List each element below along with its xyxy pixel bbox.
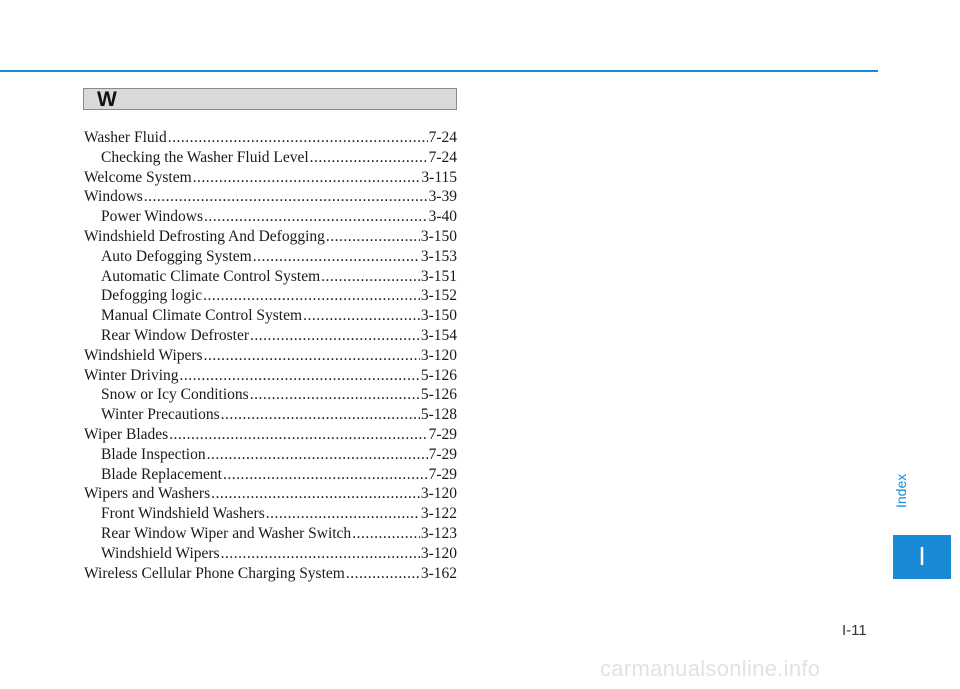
page-number: I-11 xyxy=(842,622,867,639)
entry-text: Windows xyxy=(84,188,143,206)
entry-page: 3-120 xyxy=(420,346,457,364)
dot-leader xyxy=(203,286,420,306)
index-entry xyxy=(84,366,457,386)
index-side-label: Index xyxy=(893,473,909,508)
index-list xyxy=(84,128,457,583)
index-subentry xyxy=(84,326,457,346)
entry-page: 7-29 xyxy=(428,445,457,463)
dot-leader xyxy=(250,326,420,346)
index-subentry xyxy=(84,306,457,326)
entry-text: Automatic Climate Control System xyxy=(101,267,321,285)
index-side-tab xyxy=(893,535,951,579)
entry-text: Washer Fluid xyxy=(84,129,167,146)
dot-leader xyxy=(168,128,428,148)
entry-text: Rear Window Defroster xyxy=(101,326,250,344)
entry-page: 3-152 xyxy=(420,287,457,305)
dot-leader xyxy=(204,346,420,366)
entry-text: Defogging logic xyxy=(101,287,203,305)
entry-page: 5-126 xyxy=(420,366,457,384)
dot-leader xyxy=(321,267,420,287)
entry-text: Windshield Wipers xyxy=(101,544,220,562)
dot-leader xyxy=(144,187,428,207)
index-subentry xyxy=(84,504,457,524)
entry-page: 7-29 xyxy=(428,425,457,443)
entry-page: 3-40 xyxy=(428,208,457,226)
index-entry xyxy=(84,484,457,504)
entry-text: Windshield Wipers xyxy=(84,346,203,364)
dot-leader xyxy=(211,484,420,504)
entry-page: 3-150 xyxy=(420,307,457,325)
entry-text: Welcome System xyxy=(84,168,192,186)
dot-leader xyxy=(352,524,420,544)
index-subentry xyxy=(84,544,457,564)
dot-leader xyxy=(310,148,428,168)
index-entry xyxy=(84,128,457,148)
entry-text: Wireless Cellular Phone Charging System xyxy=(84,564,345,582)
entry-text: Winter Precautions xyxy=(101,406,220,424)
dot-leader xyxy=(253,247,420,267)
dot-leader xyxy=(326,227,420,247)
entry-text: Power Windows xyxy=(101,208,203,226)
entry-text: Manual Climate Control System xyxy=(101,307,303,325)
dot-leader xyxy=(221,405,420,425)
entry-page: 7-24 xyxy=(428,148,457,166)
index-entry xyxy=(84,168,457,188)
section-letter-bar xyxy=(83,88,457,110)
index-subentry xyxy=(84,207,457,227)
index-subentry xyxy=(84,405,457,425)
entry-page: 5-126 xyxy=(420,386,457,404)
dot-leader xyxy=(193,168,421,188)
dot-leader xyxy=(346,564,420,584)
dot-leader xyxy=(266,504,420,524)
index-subentry xyxy=(84,286,457,306)
index-subentry xyxy=(84,148,457,168)
entry-text: Wiper Blades xyxy=(84,425,169,443)
index-subentry xyxy=(84,385,457,405)
entry-text: Auto Defogging System xyxy=(101,247,252,265)
entry-text: Rear Window Wiper and Washer Switch xyxy=(101,524,352,542)
index-tab-letter: I xyxy=(918,541,926,571)
index-subentry xyxy=(84,524,457,544)
entry-text: Wipers and Washers xyxy=(84,485,211,503)
entry-text: Snow or Icy Conditions xyxy=(101,386,249,404)
entry-page: 3-115 xyxy=(421,168,457,186)
entry-text: Blade Inspection xyxy=(101,445,206,463)
dot-leader xyxy=(250,385,420,405)
entry-page: 7-24 xyxy=(428,129,457,146)
dot-leader xyxy=(207,445,428,465)
index-entry xyxy=(84,227,457,247)
entry-page: 3-39 xyxy=(428,188,457,206)
index-subentry xyxy=(84,247,457,267)
entry-page: 3-151 xyxy=(420,267,457,285)
entry-text: Front Windshield Washers xyxy=(101,505,265,523)
entry-page: 3-154 xyxy=(420,326,457,344)
entry-page: 7-29 xyxy=(428,465,457,483)
entry-page: 3-120 xyxy=(420,485,457,503)
index-entry xyxy=(84,187,457,207)
section-letter: W xyxy=(97,88,117,111)
entry-page: 5-128 xyxy=(420,406,457,424)
index-subentry xyxy=(84,445,457,465)
index-entry xyxy=(84,346,457,366)
index-subentry xyxy=(84,465,457,485)
entry-text: Blade Replacement xyxy=(101,465,222,483)
dot-leader xyxy=(204,207,428,227)
dot-leader xyxy=(223,465,428,485)
entry-page: 3-123 xyxy=(420,524,457,542)
entry-page: 3-150 xyxy=(420,227,457,245)
index-entry xyxy=(84,425,457,445)
entry-text: Windshield Defrosting And Defogging xyxy=(84,227,325,245)
entry-page: 3-122 xyxy=(420,505,457,523)
watermark: carmanualsonline.info xyxy=(600,656,821,681)
entry-text: Checking the Washer Fluid Level xyxy=(101,148,309,166)
dot-leader xyxy=(180,366,420,386)
dot-leader xyxy=(169,425,427,445)
index-subentry xyxy=(84,267,457,287)
entry-page: 3-120 xyxy=(420,544,457,562)
entry-page: 3-162 xyxy=(420,564,457,582)
entry-page: 3-153 xyxy=(420,247,457,265)
entry-text: Winter Driving xyxy=(84,366,179,384)
dot-leader xyxy=(221,544,420,564)
header-rule xyxy=(0,70,878,72)
index-entry xyxy=(84,564,457,584)
dot-leader xyxy=(303,306,420,326)
